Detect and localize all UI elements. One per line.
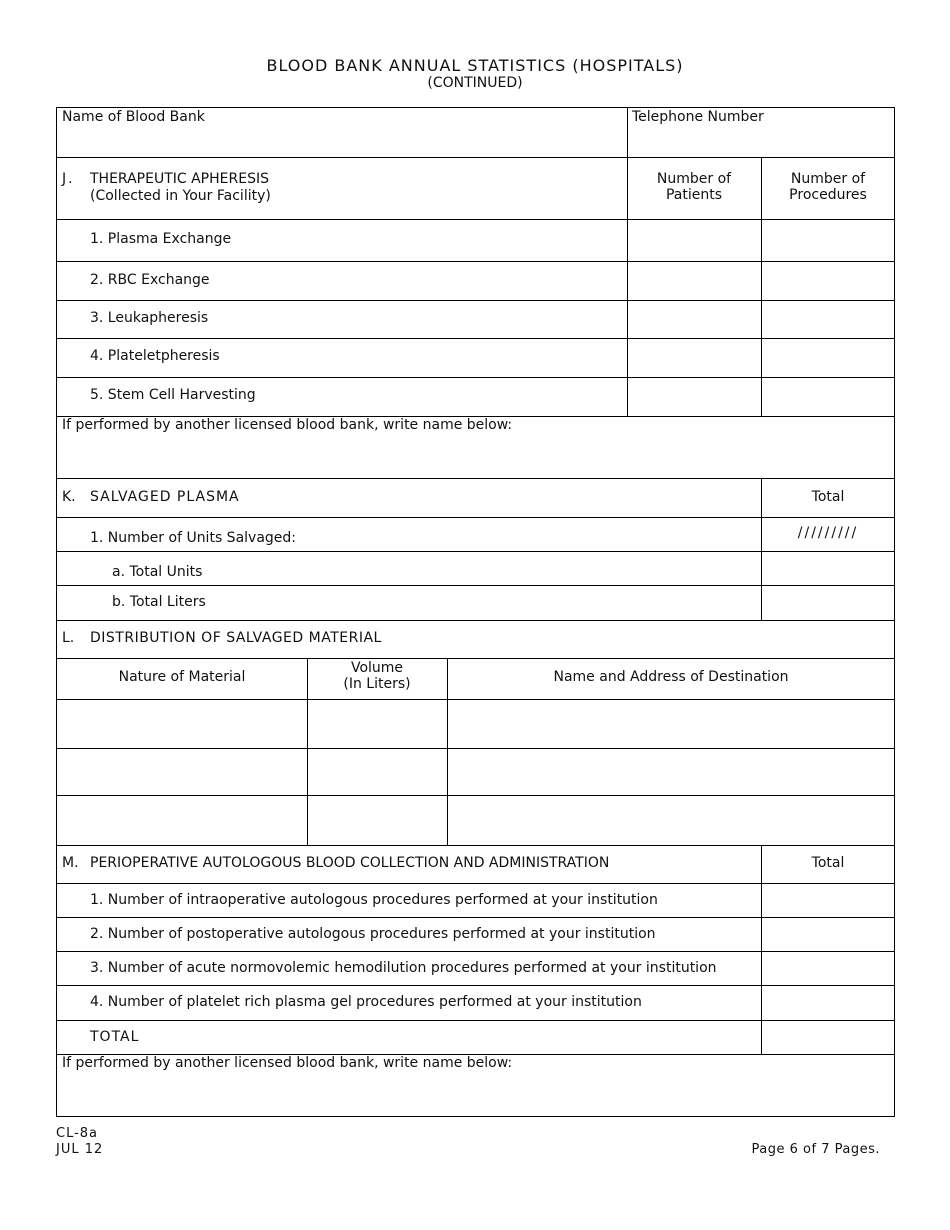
table-row <box>56 585 895 621</box>
procedures-input[interactable] <box>762 377 895 416</box>
section-k-header <box>56 478 895 518</box>
section-m-title: PERIOPERATIVE AUTOLOGOUS BLOOD COLLECTION AND ADMINISTRATION <box>90 855 610 871</box>
section-j-title: THERAPEUTIC APHERESIS <box>90 171 269 187</box>
section-j-other-bank-field[interactable] <box>56 416 895 479</box>
total-row-label: TOTAL <box>90 1029 140 1045</box>
table-row <box>56 699 895 749</box>
section-k-title: SALVAGED PLASMA <box>90 489 240 505</box>
procedures-input[interactable] <box>762 219 895 261</box>
grand-total-input[interactable] <box>762 1020 895 1054</box>
table-row <box>56 338 895 378</box>
section-j-subtitle: (Collected in Your Facility) <box>90 188 271 204</box>
table-row <box>56 261 895 301</box>
section-m-other-bank-field[interactable] <box>56 1054 895 1117</box>
total-input[interactable] <box>762 951 895 985</box>
table-row <box>56 551 895 586</box>
section-j-letter: J. <box>62 171 75 187</box>
material-input[interactable] <box>57 748 307 795</box>
apheresis-row-label: 4. Plateletpheresis <box>90 348 220 364</box>
table-row <box>56 748 895 796</box>
table-row <box>56 951 895 986</box>
section-l-letter: L. <box>62 630 75 646</box>
section-j-header <box>56 157 895 220</box>
section-l-column-headers <box>56 658 895 700</box>
other-bank-note: If performed by another licensed blood bank, write name below: <box>62 1055 513 1071</box>
units-salvaged-label: 1. Number of Units Salvaged: <box>90 530 297 546</box>
form-title: BLOOD BANK ANNUAL STATISTICS (HOSPITALS) <box>266 56 684 75</box>
destination-input[interactable] <box>448 699 895 748</box>
destination-input[interactable] <box>448 748 895 795</box>
total-input[interactable] <box>762 917 895 951</box>
autologous-row-label: 1. Number of intraoperative autologous procedures performed at your institution <box>90 892 658 908</box>
volume-input[interactable] <box>308 699 447 748</box>
patients-input[interactable] <box>628 261 761 300</box>
total-header: Total <box>811 855 845 871</box>
volume-input[interactable] <box>308 748 447 795</box>
patients-input[interactable] <box>628 377 761 416</box>
destination-header: Name and Address of Destination <box>553 669 789 685</box>
page-number: Page 6 of 7 Pages. <box>751 1142 880 1157</box>
patients-input[interactable] <box>628 338 761 377</box>
section-k-letter: K. <box>62 489 76 505</box>
total-units-input[interactable] <box>762 551 895 585</box>
total-input[interactable] <box>762 985 895 1020</box>
table-row <box>56 917 895 952</box>
total-liters-label: b. Total Liters <box>112 594 206 610</box>
procedures-input[interactable] <box>762 300 895 338</box>
table-row <box>56 377 895 417</box>
procedures-header: Number of Procedures <box>789 171 867 203</box>
form-date: JUL 12 <box>56 1142 104 1157</box>
section-l-title: DISTRIBUTION OF SALVAGED MATERIAL <box>90 630 382 646</box>
blood-bank-info-row <box>56 107 895 158</box>
nature-of-material-header: Nature of Material <box>118 669 246 685</box>
apheresis-row-label: 1. Plasma Exchange <box>90 231 232 247</box>
section-m-header <box>56 845 895 884</box>
apheresis-row-label: 3. Leukapheresis <box>90 310 209 326</box>
material-input[interactable] <box>57 795 307 845</box>
other-bank-note: If performed by another licensed blood bank, write name below: <box>62 417 513 433</box>
table-row <box>56 300 895 339</box>
blood-bank-name-field[interactable]: Name of Blood Bank <box>62 109 205 125</box>
table-row <box>56 985 895 1021</box>
procedures-input[interactable] <box>762 261 895 300</box>
volume-input[interactable] <box>308 795 447 845</box>
total-header: Total <box>811 489 845 505</box>
total-units-label: a. Total Units <box>112 564 203 580</box>
destination-input[interactable] <box>448 795 895 845</box>
total-liters-input[interactable] <box>762 585 895 620</box>
section-m-letter: M. <box>62 855 79 871</box>
section-l-header <box>56 620 895 659</box>
volume-header: Volume (In Liters) <box>343 660 411 692</box>
autologous-row-label: 4. Number of platelet rich plasma gel procedures performed at your institution <box>90 994 642 1010</box>
procedures-input[interactable] <box>762 338 895 377</box>
hatched-cell-mark: ///////// <box>797 525 859 541</box>
form-id: CL-8a <box>56 1126 99 1141</box>
total-input[interactable] <box>762 883 895 917</box>
table-row <box>56 1020 895 1055</box>
table-row <box>56 795 895 846</box>
form-subtitle: (CONTINUED) <box>427 75 523 91</box>
autologous-row-label: 3. Number of acute normovolemic hemodilution procedures performed at your institution <box>90 960 717 976</box>
table-row <box>56 219 895 262</box>
table-row <box>56 883 895 918</box>
patients-input[interactable] <box>628 219 761 261</box>
apheresis-row-label: 2. RBC Exchange <box>90 272 210 288</box>
patients-input[interactable] <box>628 300 761 338</box>
apheresis-row-label: 5. Stem Cell Harvesting <box>90 387 256 403</box>
telephone-number-field[interactable]: Telephone Number <box>632 109 764 125</box>
table-row <box>56 517 895 552</box>
patients-header: Number of Patients <box>656 171 732 203</box>
material-input[interactable] <box>57 699 307 748</box>
autologous-row-label: 2. Number of postoperative autologous procedures performed at your institution <box>90 926 656 942</box>
